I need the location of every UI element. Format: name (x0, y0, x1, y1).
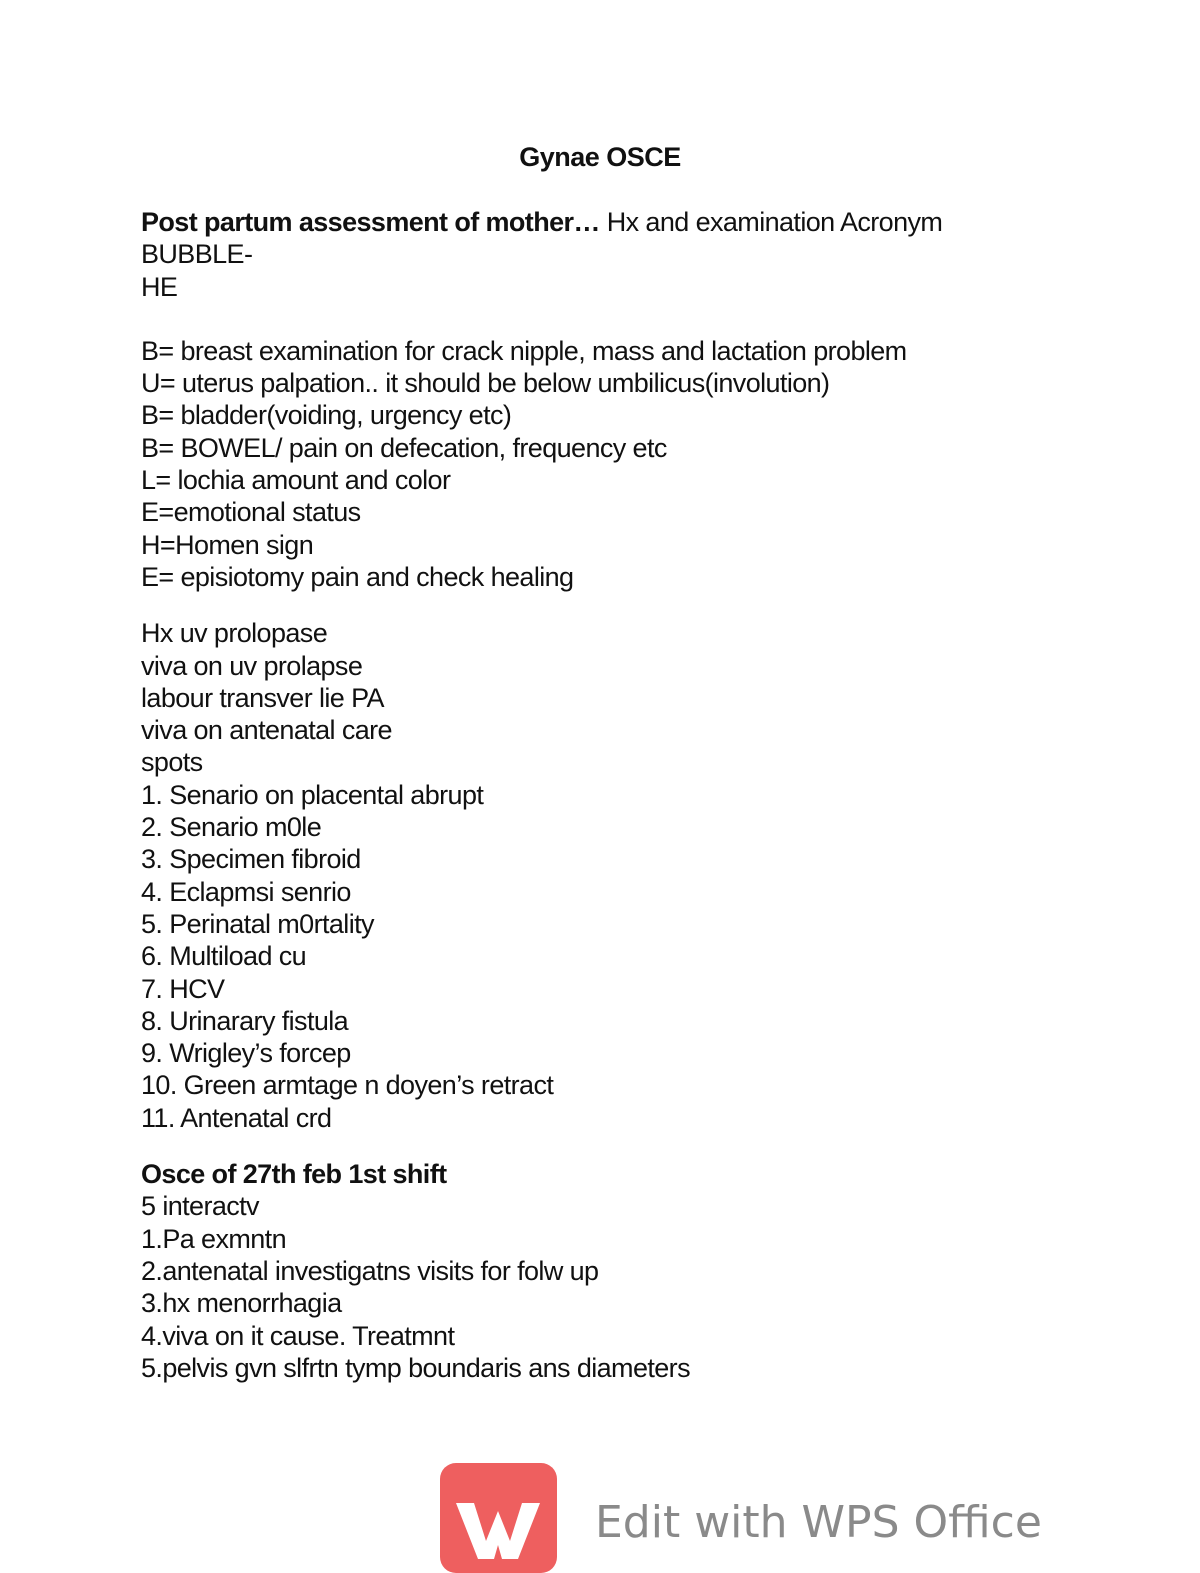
spot-item: 2. Senario m0le (141, 812, 322, 843)
spot-item: 5. Perinatal m0rtality (141, 908, 374, 939)
topic-item: viva on antenatal care (141, 715, 392, 746)
spot-item: 6. Multiload cu (141, 941, 307, 972)
spot-item: 10. Green armtage n doyen’s retract (141, 1070, 554, 1101)
spot-item: 8. Urinarary fistula (141, 1005, 349, 1036)
spots-list (141, 779, 1141, 1134)
spot-item: 7. HCV (141, 973, 225, 1004)
document-title: Gynae OSCE (519, 142, 681, 172)
wps-logo-w-shape (456, 1503, 540, 1559)
acronym-item: B= bladder(voiding, urgency etc) (141, 400, 512, 431)
section-heading (141, 206, 1141, 238)
acronym-item: E=emotional status (141, 497, 361, 528)
osce-item: 4.viva on it cause. Treatmnt (141, 1320, 455, 1351)
osce-heading: Osce of 27th feb 1st shift (141, 1159, 447, 1190)
topic-item: labour transver lie PA (141, 682, 384, 713)
acronym-item: L= lochia amount and color (141, 465, 451, 496)
document-body (141, 206, 1141, 1384)
osce-item: 5 interactv (141, 1191, 259, 1222)
acronym-list (141, 335, 1141, 593)
topic-item: viva on uv prolapse (141, 650, 363, 681)
osce-item: 3.hx menorrhagia (141, 1288, 342, 1319)
section-line-bubble: BUBBLE- (141, 239, 253, 270)
acronym-item: U= uterus palpation.. it should be below umbilicus(involution) (141, 368, 830, 399)
section-heading-rest: Hx and examination Acronym (599, 207, 943, 237)
topic-list (141, 617, 1141, 778)
spot-item: 9. Wrigley’s forcep (141, 1038, 351, 1069)
wps-logo-icon (440, 1463, 557, 1573)
acronym-item: E= episiotomy pain and check healing (141, 561, 574, 592)
topic-item: Hx uv prolopase (141, 618, 328, 649)
spot-item: 1. Senario on placental abrupt (141, 779, 484, 810)
osce-item: 1.Pa exmntn (141, 1223, 286, 1254)
acronym-item: B= breast examination for crack nipple, mass and lactation problem (141, 335, 907, 366)
osce-item: 5.pelvis gvn slfrtn tymp boundaris ans diameters (141, 1352, 690, 1383)
section-heading-bold: Post partum assessment of mother… (141, 207, 600, 237)
spot-item: 3. Specimen fibroid (141, 844, 361, 875)
osce-item: 2.antenatal investigatns visits for folw up (141, 1255, 599, 1286)
topic-item: spots (141, 747, 203, 778)
acronym-item: H=Homen sign (141, 529, 314, 560)
osce-section (141, 1158, 1141, 1384)
wps-edit-text[interactable]: Edit with WPS Office (595, 1497, 1042, 1548)
acronym-item: B= BOWEL/ pain on defecation, frequency etc (141, 432, 667, 463)
section-line-he: HE (141, 271, 178, 302)
wps-logo-mark (440, 1463, 557, 1573)
spot-item: 11. Antenatal crd (141, 1102, 332, 1133)
wps-edit-banner[interactable] (440, 1463, 1160, 1553)
spot-item: 4. Eclapmsi senrio (141, 876, 351, 907)
